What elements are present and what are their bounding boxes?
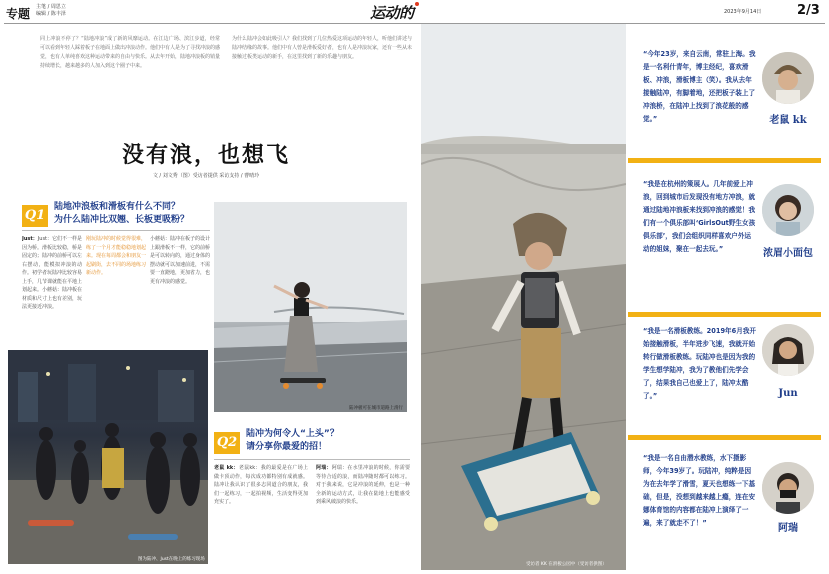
q1-text-column-1: Just：Just：它们不一样是因为桥。滑板比较稳，桥是固定的；陆冲的前桥可以左右摆动，能模拟冲浪的动作。初学者玩陆冲比较容易上手，几节课就能在平地上划起来。小蘑菇：陆冲板在材质和尺寸上也有差别，玩法更接近冲浪。 <box>22 236 82 310</box>
q2-text: 阿瑞：在水里冲浪的时候，你需要等待合适的浪，而陆冲随时都可以练习。对于我来说，它是冲浪的延伸，也是一种全新的运动方式，让我在陆地上也能感受到乘风破浪的快乐。 <box>316 465 410 505</box>
avatar-face-icon <box>762 52 814 104</box>
avatar-face-icon <box>762 324 814 376</box>
name-nongmei: 浓眉小面包 <box>763 248 813 259</box>
q1-badge: Q1 <box>22 205 48 227</box>
q1-text-column-3: 小蘑菇：陆冲在板子的设计上跟滑板不一样，它的前桥是可以转向的，通过身体的摆动就可以加速前进，不需要一直蹬地，更加省力，也更有冲浪的感觉。 <box>150 236 210 285</box>
name-laoshu-kk: 老鼠 kk <box>769 115 807 126</box>
byline: 文 / 刘文秀（图）受访者提供 采访支持 / 曹晴玲 <box>152 173 260 179</box>
name-jun: Jun <box>778 388 798 399</box>
q1-title-line: 陆地冲浪板和滑板有什么不同？ <box>54 202 181 212</box>
article-title: 没有浪，也想飞 <box>121 142 290 168</box>
group-photo-illustration <box>8 350 208 564</box>
quote-divider-3 <box>628 435 821 440</box>
q2-title-line: 陆冲为何令人“上头”？ <box>246 429 339 439</box>
quote-nongmei: “我是在杭州的策展人。几年前爱上冲浪，回到城市后发现没有地方冲浪，就通过陆地冲浪板来找到冲浪的感觉！我们有一个俱乐部叫‘GirlsOut野生女孩俱乐部’，我们会组织同样喜欢户外运动的姐妹，聚在一起去玩。” <box>643 180 756 253</box>
q2-text: 老鼠kk：我的最爱是在广场上做卡顶动作，每次成功都特别有成就感。陆冲让我认识了很多志同道合的朋友，我们一起练习，一起拍视频，生活变得更加充实了。 <box>214 465 308 505</box>
section-label: 专题 <box>6 7 31 21</box>
intro-text <box>40 35 412 135</box>
avatar-jun <box>762 324 814 376</box>
q1-text-column-2 <box>86 235 146 343</box>
issue-date: 2023年9月14日 <box>724 9 762 15</box>
quote-jun: “我是一名滑板教练。2019年6月我开始接触滑板，半年进步飞速，我就开始转行做滑板教练。玩陆冲也是因为我的学生想学陆冲，我为了教他们先学会了，结果我自己也爱上了，陆冲太酷了。” <box>643 327 756 400</box>
skatepark-photo <box>421 24 626 570</box>
avatar-laoshu-kk <box>762 52 814 104</box>
q2-badge: Q2 <box>214 432 240 454</box>
page-header <box>0 0 829 24</box>
photo1-caption: 图为陆冲、Just在晚上的练习现场 <box>138 557 205 562</box>
editor-credit: 编辑 / 陈丰泽 <box>36 11 66 17</box>
river-photo-illustration <box>214 202 407 412</box>
quote-laoshu-kk: “今年23岁，来自云南，常驻上海。我是一名利什青年，博主经纪，喜欢滑板、冲浪，滑板博主（笑）。我从去年接触陆冲，有脚着地，还把板子装上了冲浪桥，在陆冲上找到了浪花般的感觉。” <box>643 50 756 123</box>
q1-highlight-text: 刚玩陆冲的时候觉得很难，练了一个月才能稳稳地划起来。现在每周都会和朋友一起刷街，去不同的场地练习新动作。 <box>86 236 146 276</box>
avatar-arui <box>762 462 814 514</box>
photo2-caption: 陆冲板可在城市道路上滑行 <box>349 406 403 411</box>
page-number: 2/3 <box>797 3 820 18</box>
logo-dot-icon <box>415 2 419 6</box>
quote-arui: “我是一名自由潜水教练，水下摄影师，今年39岁了。玩陆冲，纯粹是因为在去年学了滑雪，夏天也想练一下基础，但是，没想到越来越上瘾，连在安娜体育馆的内容都在陆冲上演绎了一遍，来了就走不了！” <box>643 454 756 527</box>
masthead-logo: 运动的 <box>370 2 419 23</box>
avatar-face-icon <box>762 462 814 514</box>
q2-divider <box>214 459 410 460</box>
photo3-caption: 受访者 KK 在滑板公园中（受访者供图） <box>526 562 607 567</box>
q2-text-column-1: 老鼠 kk：老鼠kk：我的最爱是在广场上做卡顶动作，每次成功都特别有成就感。陆冲让我认识了很多志同道合的朋友，我们一起练习，一起拍视频，生活变得更加充实了。 <box>214 465 308 505</box>
q2-title-line: 请分享你最爱的招！ <box>246 442 328 452</box>
river-skate-photo <box>214 202 407 412</box>
name-arui: 阿瑞 <box>778 523 798 534</box>
avatar-face-icon <box>762 184 814 236</box>
intro-column-2: 为什么陆冲会如此吸引人？我们找到了几位热爱这项运动的年轻人，听他们讲述与陆冲结缘的故事。他们中有人曾是滑板爱好者，也有人是冲浪玩家，还有一些从未接触过板类运动的新手，在这里找到了新的乐趣与朋友。 <box>232 36 413 60</box>
q1-title-line: 为什么陆冲比双翘、长板更吸粉？ <box>54 215 190 225</box>
group-night-photo <box>8 350 208 564</box>
q1-text: Just：它们不一样是因为桥。滑板比较稳，桥是固定的；陆冲的前桥可以左右摆动，能模拟冲浪的动作。初学者玩陆冲比较容易上手，几节课就能在平地上划起来。小蘑菇：陆冲板在材质和尺寸上也有差别，玩法更接近冲浪。 <box>22 236 82 310</box>
quote-divider-2 <box>628 312 821 317</box>
q1-divider <box>22 230 210 231</box>
header-divider <box>4 23 825 24</box>
q1-title <box>54 201 214 227</box>
q2-text-column-2: 阿瑞：阿瑞：在水里冲浪的时候，你需要等待合适的浪，而陆冲随时都可以练习。对于我来说，它是冲浪的延伸，也是一种全新的运动方式，让我在陆地上也能感受到乘风破浪的快乐。 <box>316 465 410 505</box>
quote-divider-1 <box>628 158 821 163</box>
q2-title <box>246 428 416 454</box>
skatepark-illustration <box>421 24 626 570</box>
editor-credit: 主笔 / 周思立 <box>36 4 66 10</box>
avatar-nongmei <box>762 184 814 236</box>
intro-column-1: 同上冲浪不停了？“陆地冲浪”成了新的风靡运动。在江边广场、滨江步道，经常可以看到年轻人踩着板子在地面上做出冲浪动作。他们中有人是为了寻找冲浪的感觉，也有人单纯喜欢这种运动带来的自由与快乐。从去年开始，陆地冲浪板的销量持续增长，越来越多的人加入到这个圈子中来。 <box>40 36 221 69</box>
editor-credits <box>36 4 66 18</box>
